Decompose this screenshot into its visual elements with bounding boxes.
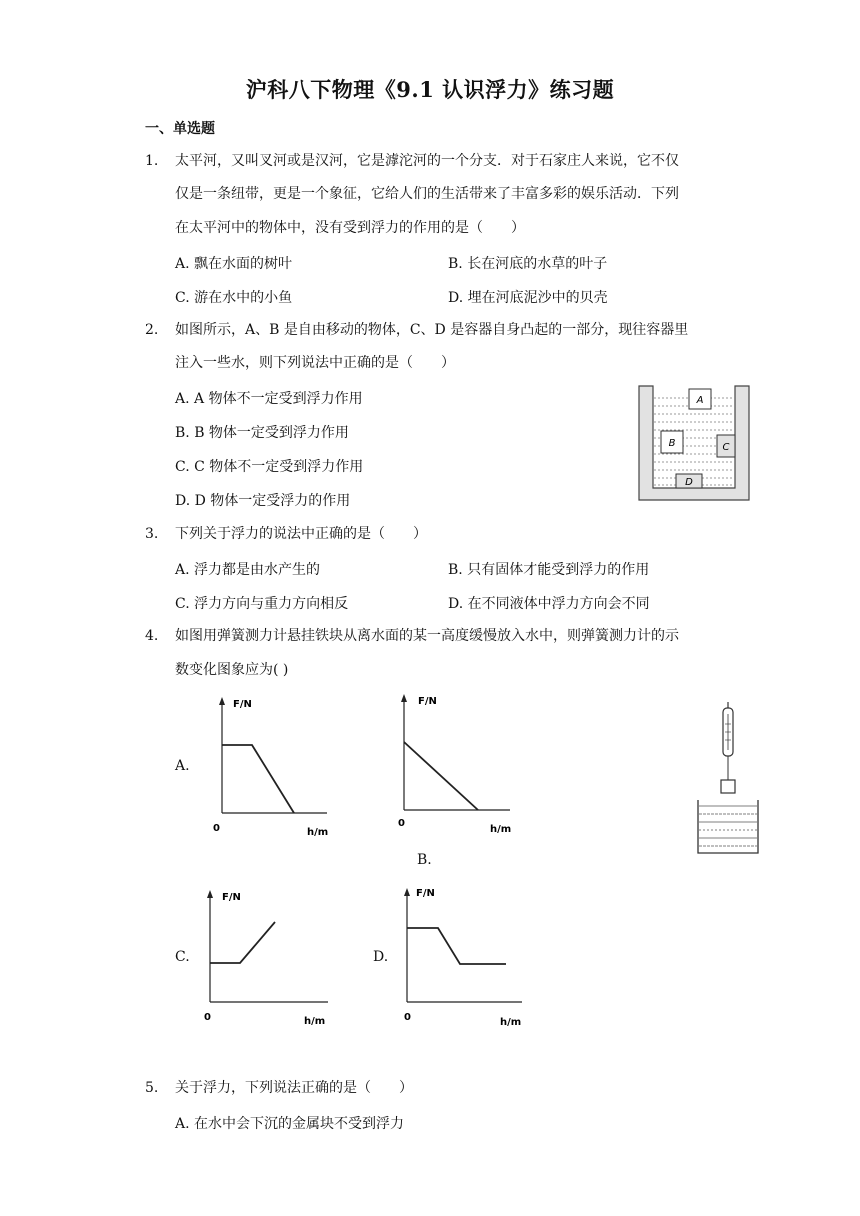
q4-number: 4. <box>145 628 159 644</box>
q3-option-c[interactable]: C. 浮力方向与重力方向相反 <box>175 596 349 612</box>
q2-stem-line1: 如图所示，A、B 是自由移动的物体，C、D 是容器自身凸起的一部分，现往容器里 <box>175 322 689 338</box>
graph-b-ylabel: F/N <box>418 696 437 707</box>
graph-a-origin: 0 <box>213 823 220 834</box>
q1-option-b[interactable]: B. 长在河底的水草的叶子 <box>448 256 608 272</box>
q4-stem-line2: 数变化图象应为( ) <box>175 662 289 678</box>
graph-b-curve <box>404 742 478 810</box>
water-tank <box>698 800 758 853</box>
q5-option-a[interactable]: A. 在水中会下沉的金属块不受到浮力 <box>175 1116 405 1132</box>
protrusion-c-label: C <box>722 442 730 453</box>
graph-c <box>200 882 340 1027</box>
page-title: 沪科八下物理《9.1 认识浮力》练习题 <box>245 77 615 102</box>
q1-stem-line1: 太平河，又叫叉河或是汉河，它是滹沱河的一个分支．对于石家庄人来说，它不仅 <box>175 153 679 169</box>
q3-option-d[interactable]: D. 在不同液体中浮力方向会不同 <box>448 596 650 612</box>
q3-option-a[interactable]: A. 浮力都是由水产生的 <box>175 562 321 578</box>
q1-option-d[interactable]: D. 埋在河底泥沙中的贝壳 <box>448 290 608 306</box>
q1-number: 1. <box>145 153 159 169</box>
container-figure <box>636 383 752 503</box>
q5-stem: 关于浮力，下列说法正确的是（ ） <box>175 1080 413 1096</box>
graph-d-origin: 0 <box>404 1012 411 1023</box>
graph-c-curve <box>210 922 275 963</box>
q1-option-c[interactable]: C. 游在水中的小鱼 <box>175 290 293 306</box>
graph-b-xlabel: h/m <box>490 824 512 835</box>
protrusion-d-label: D <box>685 477 693 488</box>
q3-number: 3. <box>145 526 159 542</box>
graph-c-xlabel: h/m <box>304 1016 326 1027</box>
q3-stem: 下列关于浮力的说法中正确的是（ ） <box>175 526 427 542</box>
graph-b-origin: 0 <box>398 818 405 829</box>
block-b-label: B <box>668 438 676 449</box>
graph-a-curve <box>222 745 294 813</box>
q2-option-d[interactable]: D. D 物体一定受浮力的作用 <box>175 493 351 509</box>
graph-d <box>400 880 530 1027</box>
q4-option-c[interactable]: C. <box>175 949 190 965</box>
q4-stem-line1: 如图用弹簧测力计悬挂铁块从离水面的某一高度缓慢放入水中，则弹簧测力计的示 <box>175 628 679 644</box>
graph-c-ylabel: F/N <box>222 892 241 903</box>
q2-option-b[interactable]: B. B 物体一定受到浮力作用 <box>175 425 349 441</box>
graph-b <box>390 690 520 835</box>
graph-d-xlabel: h/m <box>500 1017 522 1027</box>
spring-balance-figure <box>692 700 762 860</box>
graph-c-origin: 0 <box>204 1012 211 1023</box>
q1-stem-line3: 在太平河中的物体中，没有受到浮力的作用的是（ ） <box>175 220 525 236</box>
q4-option-d[interactable]: D. <box>373 949 389 965</box>
q3-option-b[interactable]: B. 只有固体才能受到浮力的作用 <box>448 562 650 578</box>
graph-a <box>205 693 335 838</box>
graph-d-ylabel: F/N <box>416 888 435 899</box>
q1-stem-line2: 仅是一条纽带，更是一个象征，它给人们的生活带来了丰富多彩的娱乐活动．下列 <box>175 186 679 202</box>
q4-option-a[interactable]: A. <box>175 758 190 774</box>
graph-a-xlabel: h/m <box>307 827 329 838</box>
q2-option-c[interactable]: C. C 物体不一定受到浮力作用 <box>175 459 364 475</box>
q4-option-b[interactable]: B. <box>417 852 432 868</box>
graph-d-curve <box>407 928 506 964</box>
q1-option-a[interactable]: A. 飘在水面的树叶 <box>175 256 293 272</box>
iron-block <box>721 780 735 793</box>
section-heading: 一、单选题 <box>145 121 215 137</box>
block-a-label: A <box>696 395 704 406</box>
q2-number: 2. <box>145 322 159 338</box>
q2-stem-line2: 注入一些水，则下列说法中正确的是（ ） <box>175 355 455 371</box>
graph-a-ylabel: F/N <box>233 699 252 710</box>
q5-number: 5. <box>145 1080 159 1096</box>
q2-option-a[interactable]: A. A 物体不一定受到浮力作用 <box>175 391 363 407</box>
